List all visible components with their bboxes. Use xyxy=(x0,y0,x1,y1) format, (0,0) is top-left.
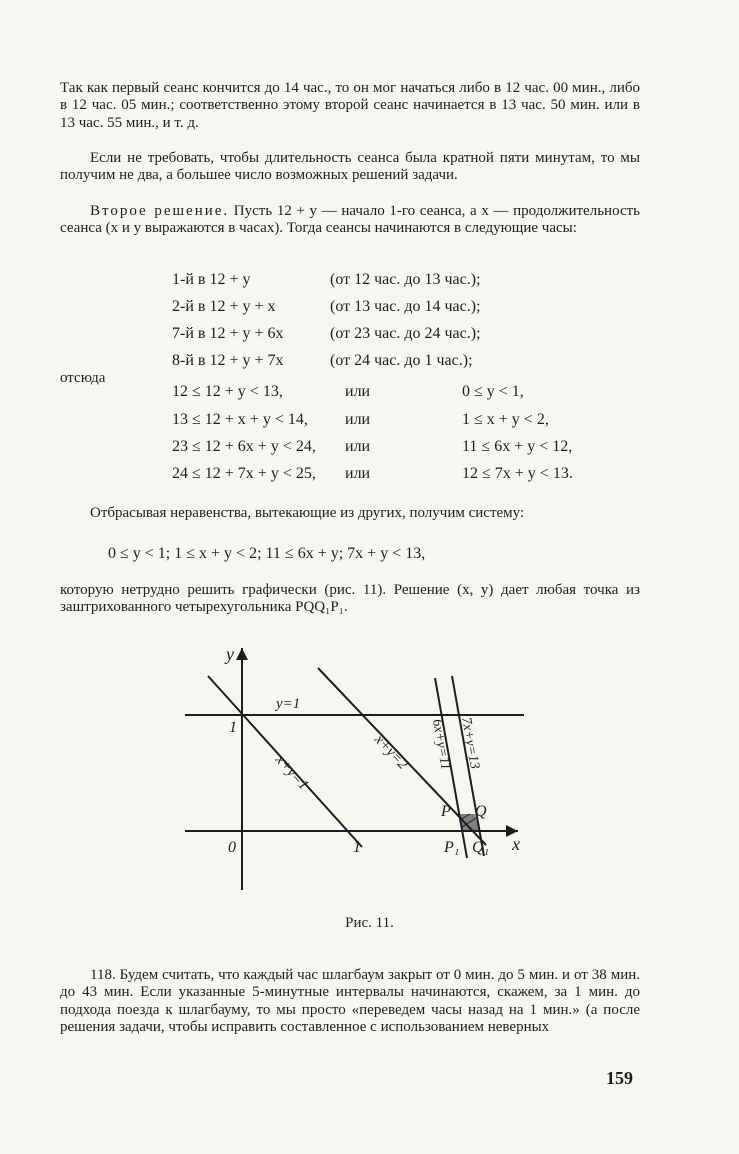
inequality-or: или xyxy=(345,438,371,455)
origin-label: 0 xyxy=(228,839,236,856)
inequality-right: 0 ≤ y < 1, xyxy=(462,383,524,400)
paragraph-graphical: которую нетрудно решить графически (рис. 11). Решение (x, y) дает любая точка из заштрихованного четырехугольника PQQ₁P₁. xyxy=(60,582,640,616)
session-row: 2-й в 12 + y + x xyxy=(172,298,276,315)
session-row: 1-й в 12 + y xyxy=(172,271,251,288)
figure-11 xyxy=(0,640,739,920)
session-row: 7-й в 12 + y + 6x xyxy=(172,325,284,342)
label-6x-plus-y-11: 6x+y=11 xyxy=(429,718,453,772)
point-q1-label: Q₁ xyxy=(472,839,490,856)
y-axis-label: y xyxy=(226,644,234,664)
session-row: 8-й в 12 + y + 7x xyxy=(172,352,284,369)
inequality-or: или xyxy=(345,465,371,482)
figure-caption: Рис. 11. xyxy=(345,915,394,931)
session-time: (от 24 час. до 1 час.); xyxy=(330,352,473,369)
paragraph-second-solution xyxy=(60,203,640,238)
point-p-label: P xyxy=(441,803,451,820)
x-axis-label: x xyxy=(512,834,520,854)
second-solution-heading: Второе решение. xyxy=(90,203,230,219)
label-7x-plus-y-13: 7x+y=13 xyxy=(458,716,482,771)
point-q-label: Q xyxy=(475,803,487,820)
inequality-right: 11 ≤ 6x + y < 12, xyxy=(462,438,573,455)
label-x-plus-y-1: x+y=1 xyxy=(272,751,312,794)
inequality-or: или xyxy=(345,383,371,400)
inequality-or: или xyxy=(345,411,371,428)
inequality-system: 0 ≤ y < 1; 1 ≤ x + y < 2; 11 ≤ 6x + y; 7x + y < 13, xyxy=(108,545,426,562)
paragraph-first-session: Так как первый сеанс кончится до 14 час., то он мог начаться либо в 12 час. 00 мин., либо в 12 час. 05 мин.; соответственно этому второй сеанс начинается в 13 час. 50 мин. или в 13 час. 55 мин., и т. д. xyxy=(60,80,640,131)
paragraph-duration-note: Если не требовать, чтобы длительность сеанса была кратной пяти минутам, то мы получим не два, а большее число возможных решений задачи. xyxy=(60,150,640,184)
hence-label: отсюда xyxy=(60,370,106,386)
label-y-equals-1: y=1 xyxy=(276,696,301,712)
point-p1-label: P₁ xyxy=(444,839,460,856)
label-x-plus-y-2: x+y=2 xyxy=(371,731,411,773)
inequality-left: 24 ≤ 12 + 7x + y < 25, xyxy=(172,465,316,482)
inequality-left: 13 ≤ 12 + x + y < 14, xyxy=(172,411,308,428)
session-time: (от 23 час. до 24 час.); xyxy=(330,325,481,342)
inequality-right: 12 ≤ 7x + y < 13. xyxy=(462,465,573,482)
paragraph-problem-118: 118. Будем считать, что каждый час шлагбаум закрыт от 0 мин. до 5 мин. и от 38 мин. до 43 мин. Если указанные 5-минутные интервалы начинаются, скажем, за 1 мин. до подхода поезда к шлагбауму, то мы просто «переведем часы назад на 1 мин.» (а после решения задачи, чтобы исправить составленное с использованием неверных xyxy=(60,967,640,1036)
session-time: (от 13 час. до 14 час.); xyxy=(330,298,481,315)
paragraph-system-intro: Отбрасывая неравенства, вытекающие из других, получим систему: xyxy=(90,505,525,521)
y-one-label: 1 xyxy=(229,719,237,736)
session-time: (от 12 час. до 13 час.); xyxy=(330,271,481,288)
inequality-right: 1 ≤ x + y < 2, xyxy=(462,411,549,428)
inequality-left: 23 ≤ 12 + 6x + y < 24, xyxy=(172,438,316,455)
page-number: 159 xyxy=(606,1068,633,1088)
x-one-label: 1 xyxy=(353,839,361,856)
second-solution-text: Пусть 12 + y — начало 1-го сеанса, а x — продолжительность сеанса (x и y выражаются в часах). Тогда сеансы начинаются в следующие часы: xyxy=(60,203,640,237)
inequality-left: 12 ≤ 12 + y < 13, xyxy=(172,383,283,400)
